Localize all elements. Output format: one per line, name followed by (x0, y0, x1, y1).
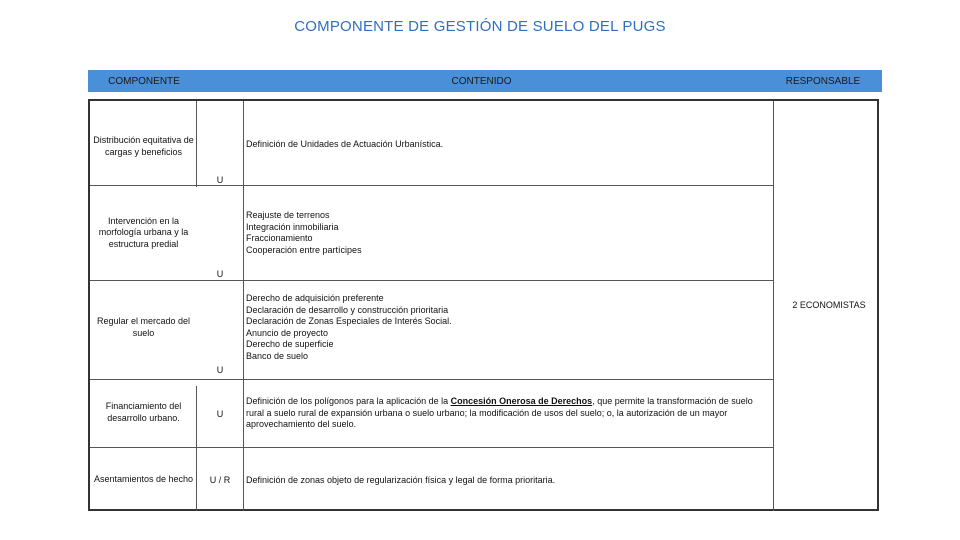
row-divider (90, 447, 774, 448)
row-componente: Regular el mercado del suelo (96, 316, 191, 338)
row-code: U (216, 365, 224, 375)
contenido-line: Fraccionamiento (246, 233, 313, 244)
contenido-line: Reajuste de terrenos (246, 210, 330, 220)
contenido-line: Declaración de Zonas Especiales de Interés Social. (246, 316, 452, 327)
row-componente: Intervención en la morfología urbana y la estructura predial (98, 215, 189, 249)
row-componente: Asentamientos de hecho (93, 474, 194, 485)
contenido-line: Integración inmobiliaria (246, 221, 339, 232)
contenido-line: Banco de suelo (246, 350, 309, 361)
contenido-line: Derecho de superficie (246, 339, 334, 350)
row-contenido (246, 293, 774, 363)
contenido-line: Anuncio de proyecto (246, 327, 329, 338)
header-contenido: CONTENIDO (199, 70, 764, 92)
contenido-line: Declaración de desarrollo y construcción prioritaria (246, 304, 449, 315)
row-contenido (246, 475, 774, 487)
divider (243, 101, 244, 511)
header-componente: COMPONENTE (88, 70, 200, 92)
row-componente: Distribución equitativa de cargas y beneficios (93, 135, 194, 157)
contenido-line: Definición de zonas objeto de regularización física y legal de forma prioritaria. (246, 475, 556, 485)
row-code: U (216, 175, 224, 185)
gestion-suelo-table (88, 99, 879, 511)
contenido-line: Cooperación entre partícipes (246, 244, 362, 255)
row-componente: Financiamiento del desarrollo urbano. (105, 401, 182, 423)
contenido-line: Definición de Unidades de Actuación Urbanística. (246, 139, 444, 149)
responsable-value: 2 ECONOMISTAS (792, 300, 866, 310)
row-code: U / R (209, 475, 231, 485)
row-divider (90, 379, 774, 380)
row-contenido (246, 396, 772, 431)
row-divider (90, 280, 774, 281)
row-contenido (246, 139, 774, 151)
row-divider (90, 185, 774, 186)
contenido-text: Definición de los polígonos para la aplicación de la (246, 396, 451, 406)
row-code: U (216, 409, 224, 419)
contenido-text: , que permite la transformación de suelo rural a suelo rural de expansión urbana o suelo urbano; la modificación de usos del suelo; o, la autorización de un mayor aprovechamiento del suelo. (246, 396, 753, 430)
header-responsable: RESPONSABLE (764, 70, 882, 92)
concesion-onerosa-link: Concesión Onerosa de Derechos (450, 396, 593, 406)
contenido-line: Derecho de adquisición preferente (246, 293, 384, 303)
row-contenido (246, 210, 774, 256)
page-title: COMPONENTE DE GESTIÓN DE SUELO DEL PUGS (294, 18, 666, 35)
row-code: U (216, 269, 224, 279)
